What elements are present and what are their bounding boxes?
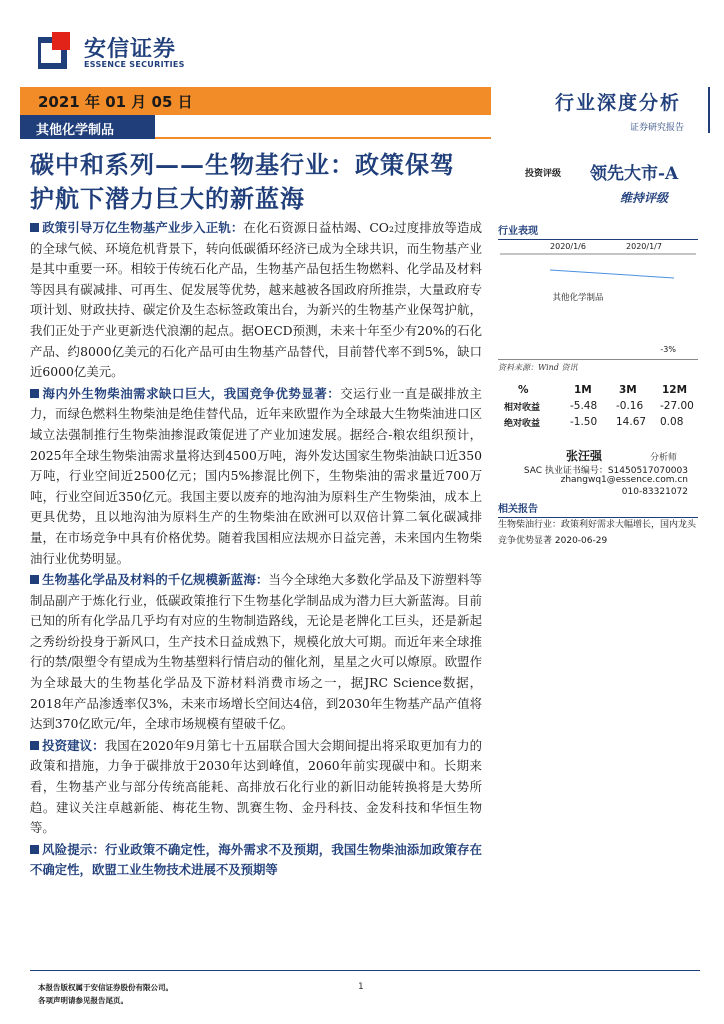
rating-label: 投资评级 [525, 169, 562, 179]
row-label: 相对收益 [504, 403, 541, 413]
table-row [500, 400, 700, 416]
table-row [500, 416, 700, 432]
paragraph-text: 行业政策不确定性，海外需求不及预期，我国生物柴油添加政策存在不确定性，欧盟工业生物技术进展不及预期等 [30, 841, 483, 878]
paragraph-chemicals [30, 570, 482, 735]
table-cell: 14.67 [616, 416, 647, 428]
performance-table [500, 384, 700, 432]
footer-disclaimer: 各项声明请参见报告尾页。 [38, 996, 128, 1005]
report-type: 行业深度分析 [555, 92, 682, 114]
table-cell: 0.08 [660, 416, 684, 428]
report-date: 2021 年 01 月 05 日 [38, 93, 193, 111]
table-header-cell: 1M [574, 384, 592, 396]
table-cell: -1.50 [570, 416, 598, 428]
date-bar [20, 87, 491, 115]
rating-value: 领先大市-A [590, 164, 679, 184]
table-header-row [500, 384, 700, 400]
report-body [30, 218, 482, 882]
paragraph-heading: 生物基化学品及材料的千亿规模新蓝海： [42, 572, 269, 588]
analyst-sac: SAC 执业证书编号：S1450517070003 [523, 466, 688, 476]
analyst-phone: 010-83321072 [621, 487, 688, 497]
paragraph-heading: 海内外生物柴油需求缺口巨大，我国竞争优势显著： [42, 385, 341, 401]
footer-rule [30, 970, 700, 971]
logo-name-en: ESSENCE SECURITIES [84, 60, 185, 69]
title-line-2: 护航下潜力巨大的新蓝海 [30, 184, 305, 213]
chart-legend-label: 其他化学制品 [552, 293, 604, 303]
report-subtitle: 证券研究报告 [630, 123, 685, 133]
bullet-square-icon [30, 575, 39, 584]
paragraph-policy [30, 218, 482, 383]
performance-chart [498, 240, 698, 356]
table-cell: -27.00 [660, 400, 694, 412]
paragraph-heading: 风险提示： [42, 841, 106, 857]
paragraph-heading: 投资建议： [42, 737, 105, 753]
paragraph-text: 交运行业一直是碳排放主力，而绿色燃料生物柴油是绝佳替代品，近年来欧盟作为全球最大生物柴油进口区域立法强制推行生物柴油掺混政策促进了产业加速发展。据经合-粮农组织预计，2025年全球生物柴油需求量将达到4500万吨，海外发达国家生物柴油缺口近350万吨，行业空间近2500亿元；国内5%掺混比例下，生物柴油的需求量近700万吨，行业空间近350亿元。我国主要以废弃的地沟油为原料生产生物柴油，成本上更具优势，且以地沟油为原料生产的生物柴油在欧洲可以双倍计算二氧化碳减排量，在市场竞争中具有价格优势。随着我国相应法规亦日益完善，未来国内生物柴油行业优势明显。 [30, 385, 483, 566]
performance-chart-svg [498, 240, 698, 356]
bullet-square-icon [30, 845, 39, 854]
chart-series-line [550, 270, 674, 278]
related-report-date: 2020-06-29 [554, 536, 608, 546]
chart-x-tick-label: 2020/1/7 [626, 242, 662, 251]
chart-source: 资料来源：Wind 资讯 [498, 363, 578, 372]
footer-copyright: 本报告版权属于安信证券股份有限公司。 [38, 983, 173, 992]
analyst-name: 张汪强 [566, 449, 603, 463]
table-header-cell: % [518, 384, 529, 396]
title-line-1: 碳中和系列——生物基行业：政策保驾 [30, 150, 455, 179]
paragraph-text: 当今全球绝大多数化学品及下游塑料等制品副产于炼化行业，低碳政策推行下生物基化学制品成为潜力巨大新蓝海。目前已知的所有化学品几乎均有对应的生物制造路线，无论是老牌化工巨头，还是新起之秀纷纷投身于新风口，生产技术日益成熟下，规模化放大可期。而近年来全球推行的禁/限塑令有望成为生物基塑料行情启动的催化剂，星星之火可以燎原。欧盟作为全球最大的生物基化学品及下游材料消费市场之一，据JRC Science数据，2018年产品渗透率仅3%，未来市场增长空间达4倍，到2030年生物基产品产值将达到370亿欧元/年，全球市场规模有望破千亿。 [30, 572, 483, 732]
logo [38, 30, 188, 74]
table-cell: -0.16 [616, 400, 644, 412]
rating-action: 维持评级 [620, 191, 669, 205]
report-title [30, 148, 490, 216]
table-header-cell: 12M [662, 384, 688, 396]
header-vertical-rule [708, 87, 710, 133]
paragraph-text: 在化石资源日益枯竭、CO₂过度排放等造成的全球气候、环境危机背景下，转向低碳循环经济已成为全球共识，而生物基产业是其中重要一环。相较于传统石化产品，生物基产品包括生物燃料、化学品及材料等因具有碳减排、可再生、促发展等优势，越来越被各国政府所推崇，大量政府专项计划、财政扶持、碳定价及生态标签政策出台，为新兴的生物基产业保驾护航，我们正处于产业更新迭代浪潮的起点。据OECD预测，未来十年至少有20%的石化产品、约8000亿美元的石化产品可由生物基产品替代，目前替代率不到5%，缺口近6000亿美元。 [30, 220, 482, 380]
paragraph-text: 我国在2020年9月第七十五届联合国大会期间提出将采取更加有力的政策和措施，力争于碳排放于2030年达到峰值，2060年前实现碳中和。长期来看，生物基产业与部分传统高能耗、高排放石化行业的新旧动能转换将是大势所趋。建议关注卓越新能、梅花生物、凯赛生物、金丹科技、金发科技和华恒生物等。 [30, 737, 483, 836]
chart-source-rule [498, 359, 698, 360]
chart-x-tick-label: 2020/1/6 [550, 242, 586, 251]
table-header-cell: 3M [619, 384, 637, 396]
bullet-square-icon [30, 741, 39, 750]
subsector-label: 其他化学制品 [36, 123, 115, 138]
row-label: 绝对收益 [504, 419, 541, 429]
related-title: 相关报告 [498, 500, 698, 518]
performance-title: 行业表现 [498, 222, 698, 240]
paragraph-risk [30, 840, 482, 881]
paragraph-heading: 政策引导万亿生物基产业步入正轨： [42, 220, 244, 235]
paragraph-biodiesel [30, 384, 482, 569]
chart-y-tick-label: -3% [660, 345, 676, 354]
analyst-email[interactable]: zhangwq1@essence.com.cn [560, 475, 688, 485]
logo-name-cn: 安信证券 [84, 37, 177, 62]
analyst-role: 分析师 [650, 453, 678, 463]
subsector-bar [20, 115, 155, 139]
paragraph-investment [30, 736, 482, 839]
page-number: 1 [358, 982, 364, 992]
bullet-square-icon [30, 223, 39, 232]
bullet-square-icon [30, 389, 39, 398]
table-cell: -5.48 [570, 400, 598, 412]
essence-logo-icon [38, 32, 78, 72]
related-report[interactable] [498, 517, 698, 549]
header-divider [155, 137, 491, 139]
related-report-title: 生物柴油行业：政策利好需求大幅增长，国内龙头竞争优势显著 [498, 520, 697, 546]
